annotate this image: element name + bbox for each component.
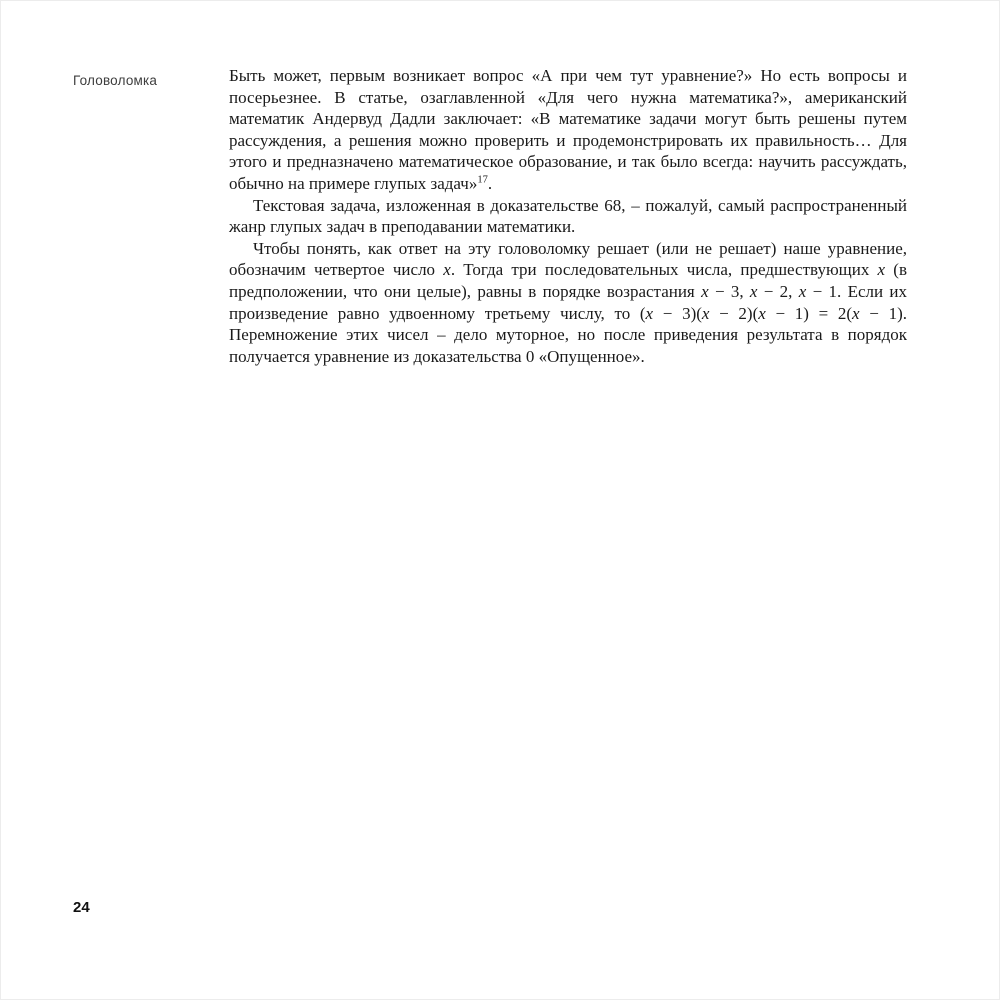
text-segment: − 2)( — [709, 303, 759, 323]
text-segment: Чтобы понять, как ответ на эту головоломку решает (или не решает) наше уравнение, обозначим четвертое число — [229, 238, 907, 280]
math-variable: x — [443, 260, 451, 280]
text-segment: . Тогда три последовательных числа, предшествующих — [450, 260, 878, 280]
text-segment: − 1). Перемножение этих чисел – дело муторное, но после приведения результата в порядок получается уравнение из доказательства 0 «Опущенное». — [229, 303, 907, 366]
math-variable: x — [758, 303, 766, 323]
text-segment: − 3)( — [653, 303, 702, 323]
text-segment: Быть может, первым возникает вопрос «А при чем тут уравнение?» Но есть вопросы и посерьезнее. В статье, озаглавленной «Для чего нужна математика?», американский математик Андервуд Дадли заключает: «В математике задачи могут быть решены путем рассуждения, а решения можно проверить и продемонстрировать их правильность… Для этого и предназначено математическое образование, и так было всегда: научить рассуждать, обычно на примере глупых задач» — [229, 66, 907, 193]
text-segment: − 3, — [708, 281, 750, 301]
margin-label: Головоломка — [73, 73, 158, 88]
paragraph — [229, 238, 907, 368]
text-block — [229, 65, 907, 367]
math-variable: x — [645, 303, 654, 323]
math-variable: x — [798, 281, 807, 301]
footnote-marker: 17 — [477, 174, 488, 186]
page-number: 24 — [73, 899, 90, 916]
text-segment: − 1. Если их произведение равно удвоенному третьему числу, то ( — [229, 281, 908, 323]
text-segment: . — [487, 173, 493, 193]
text-segment: − 1) = 2( — [765, 303, 853, 323]
text-segment: (в предположении, что они целые), равны в порядке возрастания — [229, 260, 907, 301]
math-variable: x — [701, 281, 709, 301]
paragraph — [229, 195, 907, 238]
math-variable: x — [749, 281, 758, 301]
math-variable: x — [877, 260, 886, 280]
paragraph — [229, 65, 907, 195]
math-variable: x — [852, 303, 860, 323]
text-segment: Текстовая задача, изложенная в доказательстве 68, – пожалуй, самый распространенный жанр глупых задач в преподавании математики. — [229, 195, 907, 237]
math-variable: x — [701, 303, 710, 323]
text-segment: − 2, — [757, 281, 799, 301]
